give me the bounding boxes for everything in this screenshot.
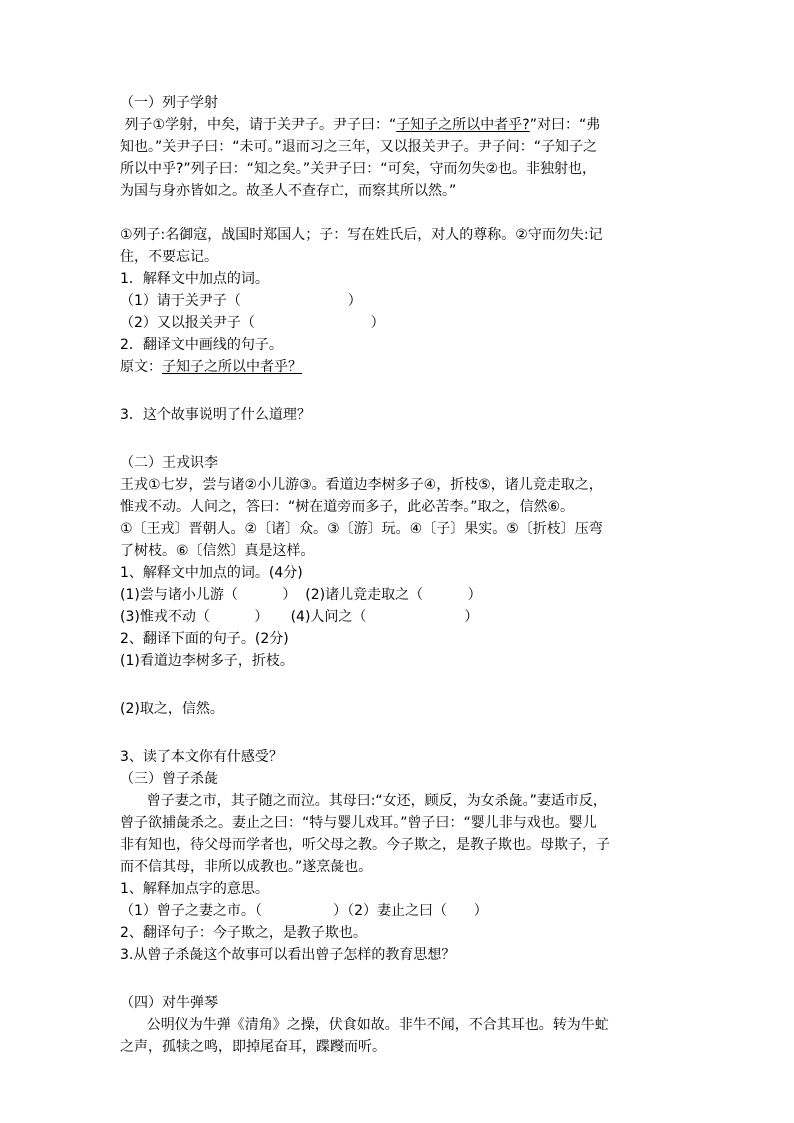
passage-line: 列子①学射，中矣，请于关尹子。尹子曰：“子知子之所以中者乎?”对曰：“弗 — [120, 117, 601, 133]
footnote-line: 了树枝。⑥〔信然〕真是这样。 — [120, 543, 315, 559]
underlined-sentence: 子知子之所以中者乎? — [396, 117, 530, 133]
footnote-line: 住，不要忘记。 — [120, 249, 218, 265]
question: 1、解释加点字的意思。 — [120, 881, 269, 897]
passage-line: 惟戎不动。人问之，答曰：“树在道旁而多子，此必苦李。”取之，信然⑥。 — [120, 499, 575, 515]
sentence-to-translate: (1)看道边李树多子，折枝。 — [120, 653, 294, 669]
question: 3．这个故事说明了什么道理？ — [120, 407, 311, 423]
passage-line: 王戎①七岁，尝与诸②小儿游③。看道边李树多子④，折枝⑤，诸儿竞走取之， — [120, 477, 603, 493]
passage-line: 曾子妻之市，其子随之而泣。其母曰:“女还，顾反，为女杀彘。”妻适市反， — [120, 793, 607, 809]
worksheet-page — [120, 92, 680, 1058]
answer-blank-line[interactable]: (1)尝与诸小儿游（ ） (2)诸儿竞走取之（ ） — [120, 587, 482, 603]
passage-line: 为国与身亦皆如之。故圣人不查存亡，而察其所以然。” — [120, 183, 457, 199]
passage-line: 曾子欲捕彘杀之。妻止之曰：“特与婴儿戏耳。”曾子曰：“婴儿非与戏也。婴儿 — [120, 815, 597, 831]
answer-blank-line[interactable]: （1）请于关尹子（ ） — [120, 293, 362, 309]
passage-line: 之声，孤犊之鸣，即掉尾奋耳，蹀躞而听。 — [120, 1039, 386, 1055]
section-title: （一）列子学射 — [120, 95, 218, 111]
sentence-to-translate: (2)取之，信然。 — [120, 701, 224, 717]
footnote-line: ①列子:名御寇，战国时郑国人；子：写在姓氏后，对人的尊称。②守而勿失:记 — [120, 227, 603, 243]
question: 3、读了本文你有什感受？ — [120, 749, 283, 765]
question: 1．解释文中加点的词。 — [120, 271, 269, 287]
answer-blank-line[interactable]: (3)惟戎不动（ ） (4)人问之（ ） — [120, 609, 479, 625]
question: 3.从曾子杀彘这个故事可以看出曾子怎样的教育思想？ — [120, 947, 456, 963]
answer-blank-line[interactable]: （2）又以报关尹子（ ） — [120, 315, 385, 331]
section-title: （二）王戎识李 — [120, 455, 218, 471]
original-sentence: 原文：子知子之所以中者乎？ — [120, 359, 302, 375]
footnote-line: ①〔王戎〕晋朝人。②〔诸〕众。③〔游〕玩。④〔子〕果实。⑤〔折枝〕压弯 — [120, 521, 603, 537]
question: 2．翻译文中画线的句子。 — [120, 337, 283, 353]
section-title: （三）曾子杀彘 — [120, 771, 218, 787]
passage-line: 所以中乎?”列子曰：“知之矣。”关尹子曰：“可矣，守而勿失②也。非独射也， — [120, 161, 596, 177]
passage-line: 知也。”关尹子曰：“未可。”退而习之三年，又以报关尹子。尹子问：“子知子之 — [120, 139, 598, 155]
passage-line: 公明仪为牛弹《清角》之操，伏食如故。非牛不闻，不合其耳也。转为牛虻 — [120, 1017, 609, 1033]
passage-line: 而不信其母，非所以成教也。”遂烹彘也。 — [120, 859, 373, 875]
underlined-sentence: 子知子之所以中者乎？ — [162, 359, 302, 375]
question: 2、翻译句子：今子欺之，是教子欺也。 — [120, 925, 367, 941]
passage-line: 非有知也，待父母而学者也，听父母之教。今子欺之，是教子欺也。母欺子，子 — [120, 837, 610, 853]
section-title: （四）对牛弹琴 — [120, 995, 218, 1011]
question: 2、翻译下面的句子。(2分) — [120, 631, 289, 647]
question: 1、解释文中加点的词。(4分) — [120, 565, 303, 581]
answer-blank-line[interactable]: （1）曾子之妻之市。（ ）（2）妻止之曰（ ） — [120, 903, 488, 919]
